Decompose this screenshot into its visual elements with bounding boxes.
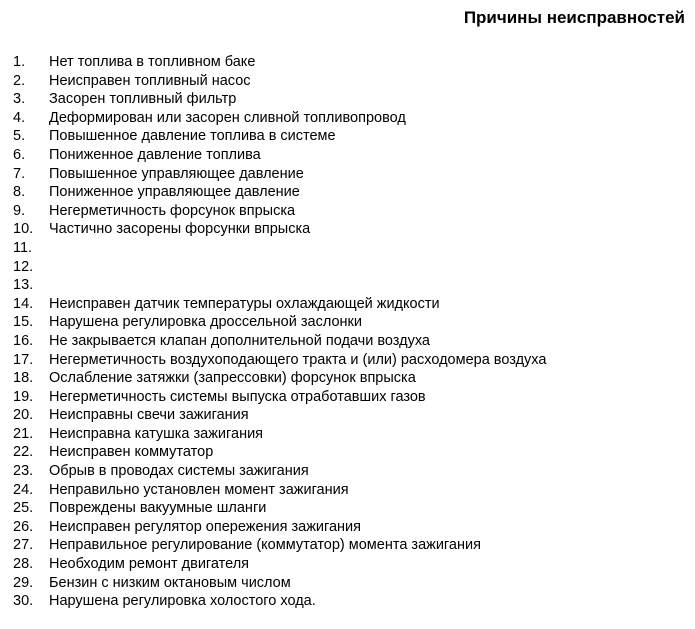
- item-number: 25.: [13, 500, 34, 517]
- item-number: 15.: [13, 314, 34, 331]
- item-number: 8.: [13, 184, 26, 201]
- list-item: [13, 518, 546, 537]
- item-text: Негерметичность форсунок впрыска: [49, 202, 296, 219]
- list-item: [13, 276, 546, 295]
- item-text: Неисправен коммутатор: [49, 444, 214, 461]
- list-item: [13, 332, 546, 351]
- list-item: [13, 202, 546, 221]
- list-item: [13, 425, 546, 444]
- item-number: 22.: [13, 444, 34, 461]
- item-text: Неисправен регулятор опережения зажигания: [49, 518, 362, 535]
- item-text: Негерметичность системы выпуска отработавших газов: [49, 388, 426, 405]
- item-number: 12.: [13, 258, 34, 275]
- item-text: Нет топлива в топливном баке: [49, 54, 256, 70]
- list-item: [13, 53, 546, 72]
- item-number: 3.: [13, 91, 26, 108]
- item-number: 7.: [13, 165, 26, 182]
- list-item: [13, 146, 546, 165]
- item-number: 18.: [13, 370, 34, 387]
- item-number: 1.: [13, 54, 26, 70]
- list-item: [13, 481, 546, 500]
- item-number: 21.: [13, 425, 34, 442]
- item-number: 24.: [13, 481, 34, 498]
- list-item: [13, 239, 546, 258]
- item-number: 2.: [13, 72, 26, 89]
- list-item: [13, 313, 546, 332]
- item-number: 9.: [13, 202, 26, 219]
- item-number: 5.: [13, 128, 26, 145]
- item-number: 6.: [13, 146, 26, 163]
- list-item: [13, 443, 546, 462]
- page-title: Причины неисправностей: [463, 8, 685, 27]
- item-number: 23.: [13, 463, 34, 480]
- list-item: [13, 351, 546, 370]
- item-number: 26.: [13, 518, 34, 535]
- item-text: Засорен топливный фильтр: [49, 91, 237, 108]
- item-text: Неисправна катушка зажигания: [49, 425, 264, 442]
- item-number: 16.: [13, 332, 34, 349]
- item-text: Ослабление затяжки (запрессовки) форсунок впрыска: [49, 370, 416, 387]
- item-text: Неисправны свечи зажигания: [49, 407, 249, 424]
- list-item: [13, 109, 546, 128]
- list-item: [13, 369, 546, 388]
- list-item: [13, 592, 546, 611]
- list-item: [13, 183, 546, 202]
- item-text: Неисправен топливный насос: [49, 72, 251, 89]
- list-item: [13, 72, 546, 91]
- item-text: Пониженное управляющее давление: [49, 184, 300, 201]
- item-number: 30.: [13, 593, 34, 610]
- item-number: 29.: [13, 574, 34, 591]
- item-number: 10.: [13, 221, 34, 238]
- list-item: [13, 536, 546, 555]
- list-item: [13, 220, 546, 239]
- list-item: [13, 462, 546, 481]
- item-number: 19.: [13, 388, 34, 405]
- item-number: 14.: [13, 295, 34, 312]
- item-text: Неисправен датчик температуры охлаждающей жидкости: [49, 295, 440, 312]
- item-text: Деформирован или засорен сливной топливопровод: [49, 109, 406, 126]
- item-text: Повышенное управляющее давление: [49, 165, 304, 182]
- item-text: Неправильное регулирование (коммутатор) момента зажигания: [49, 537, 481, 554]
- list-item: [13, 127, 546, 146]
- item-text: Негерметичность воздухоподающего тракта и (или) расходомера воздуха: [49, 351, 547, 368]
- list-item: [13, 574, 546, 593]
- list-item: [13, 258, 546, 277]
- item-text: Пониженное давление топлива: [49, 146, 261, 163]
- list-item: [13, 406, 546, 425]
- list-item: [13, 555, 546, 574]
- item-text: Повышенное давление топлива в системе: [49, 128, 336, 145]
- item-number: 11.: [13, 239, 33, 256]
- list-item: [13, 90, 546, 109]
- item-text: Частично засорены форсунки впрыска: [49, 221, 311, 238]
- list-item: [13, 388, 546, 407]
- item-number: 13.: [13, 277, 34, 294]
- item-text: Неправильно установлен момент зажигания: [49, 481, 349, 498]
- list-item: [13, 295, 546, 314]
- item-number: 28.: [13, 556, 34, 573]
- causes-list: [13, 53, 546, 611]
- item-text: Необходим ремонт двигателя: [49, 556, 250, 573]
- item-number: 20.: [13, 407, 34, 424]
- item-text: Обрыв в проводах системы зажигания: [49, 463, 309, 480]
- item-text: Нарушена регулировка холостого хода.: [49, 593, 316, 610]
- list-item: [13, 165, 546, 184]
- list-item: [13, 499, 546, 518]
- item-number: 17.: [13, 351, 34, 368]
- item-number: 4.: [13, 109, 26, 126]
- item-text: Повреждены вакуумные шланги: [49, 500, 267, 517]
- item-text: Бензин с низким октановым числом: [49, 574, 291, 591]
- item-number: 27.: [13, 537, 34, 554]
- item-text: Нарушена регулировка дроссельной заслонки: [49, 314, 362, 331]
- item-text: Не закрывается клапан дополнительной подачи воздуха: [49, 332, 430, 349]
